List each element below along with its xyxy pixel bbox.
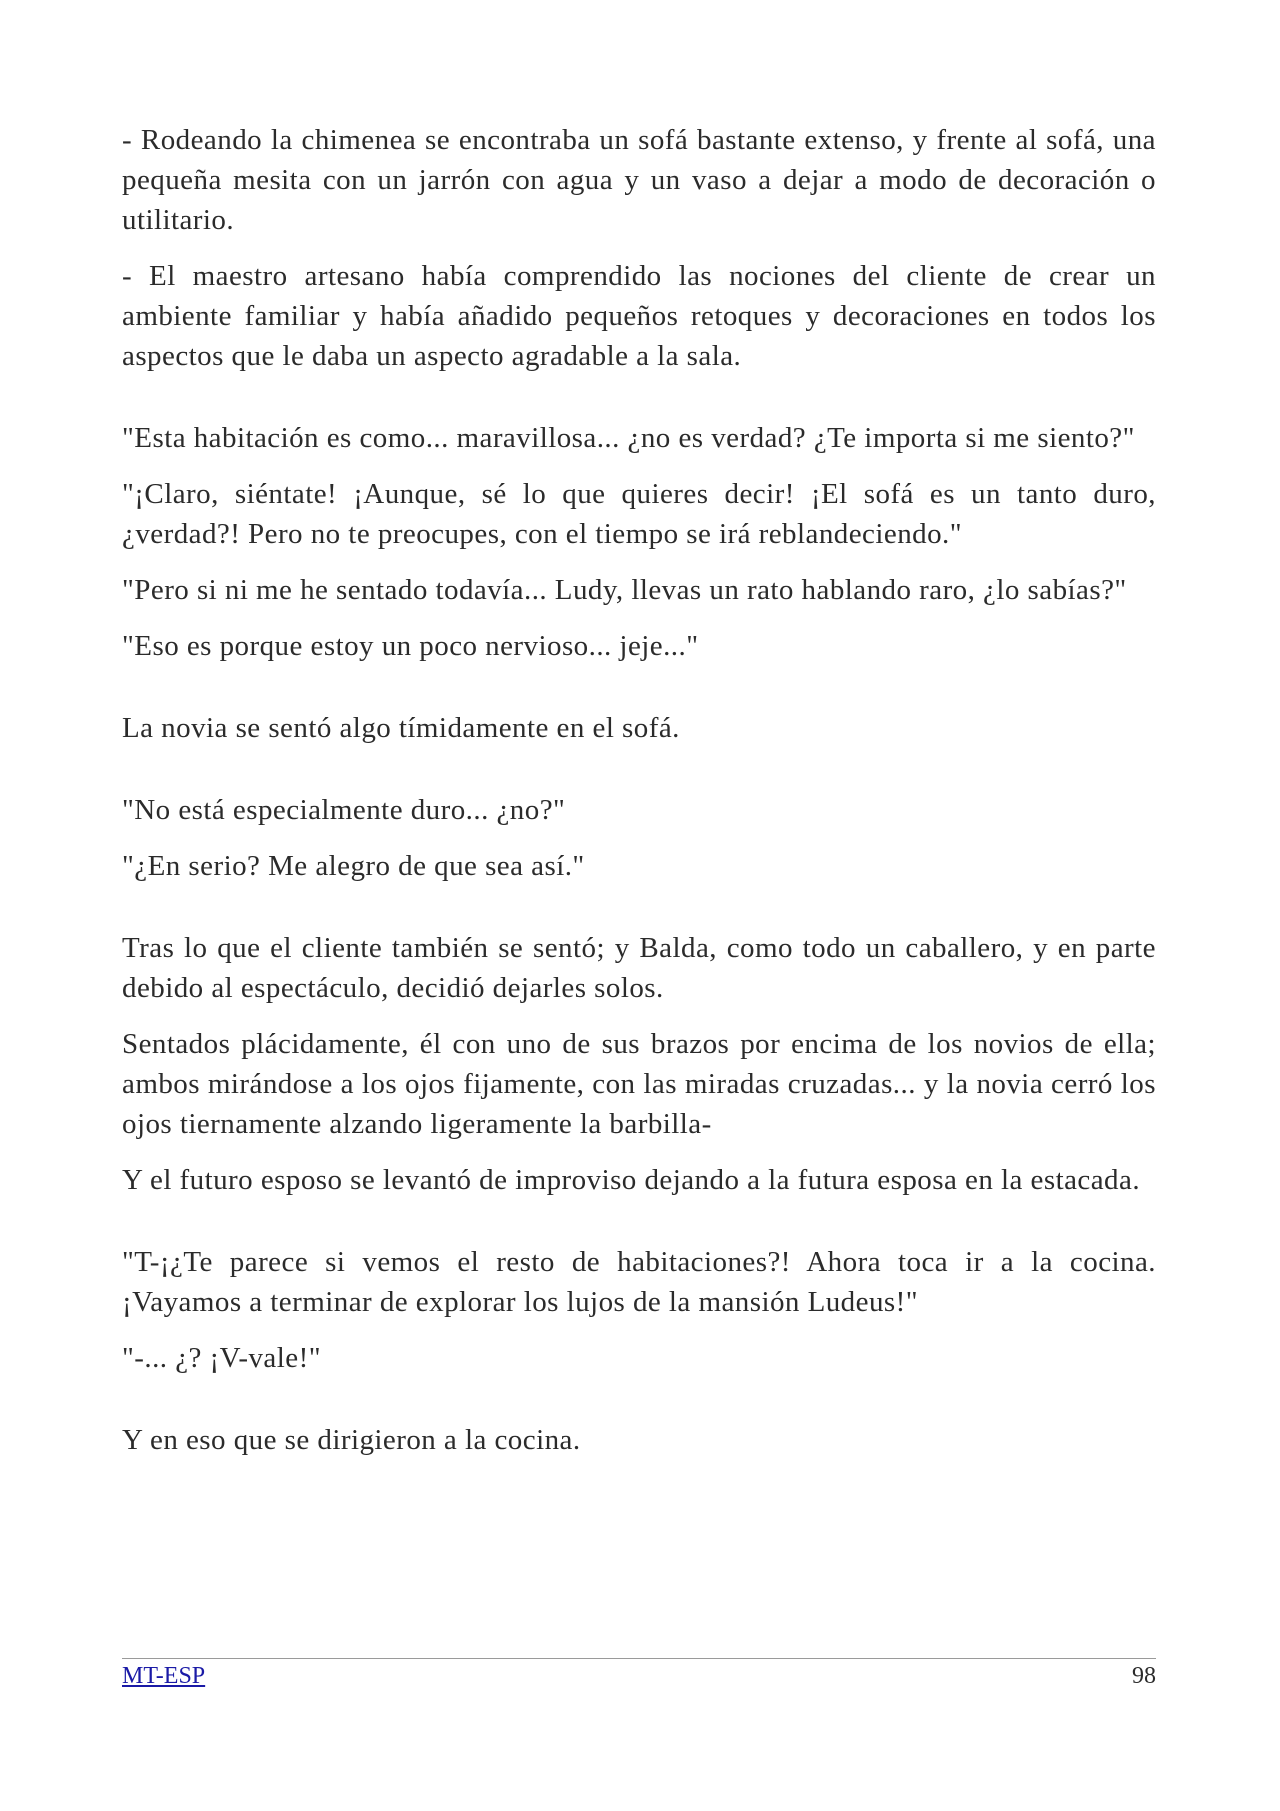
paragraph: "¿En serio? Me alegro de que sea así." (122, 850, 585, 882)
page-footer (122, 1658, 1156, 1690)
footer-link[interactable]: MT-ESP (122, 1663, 206, 1689)
paragraph: "¡Claro, siéntate! ¡Aunque, sé lo que quieres decir! ¡El sofá es un tanto duro, ¿verdad?! Pero no te preocupes, con el tiempo se irá reblandeciendo." (122, 478, 1156, 550)
paragraph: "-... ¿? ¡V-vale!" (122, 1342, 321, 1374)
paragraph: Y en eso que se dirigieron a la cocina. (122, 1424, 581, 1456)
paragraph: Tras lo que el cliente también se sentó; y Balda, como todo un caballero, y en parte debido al espectáculo, decidió dejarles solos. (122, 932, 1156, 1004)
paragraph: "Eso es porque estoy un poco nervioso... jeje..." (122, 630, 699, 662)
paragraph: "T-¡¿Te parece si vemos el resto de habitaciones?! Ahora toca ir a la cocina. ¡Vayamos a terminar de explorar los lujos de la mansión Ludeus!" (122, 1246, 1156, 1318)
paragraph: Sentados plácidamente, él con uno de sus brazos por encima de los novios de ella; ambos mirándose a los ojos fijamente, con las miradas cruzadas... y la novia cerró los ojos tiernamente alzando ligeramente la barbilla- (122, 1028, 1156, 1140)
paragraph: - Rodeando la chimenea se encontraba un sofá bastante extenso, y frente al sofá, una pequeña mesita con un jarrón con agua y un vaso a dejar a modo de decoración o utilitario. (122, 124, 1156, 236)
paragraph: "Pero si ni me he sentado todavía... Ludy, llevas un rato hablando raro, ¿lo sabías?" (122, 574, 1127, 606)
page-body (122, 120, 1156, 1476)
paragraph: - El maestro artesano había comprendido las nociones del cliente de crear un ambiente familiar y había añadido pequeños retoques y decoraciones en todos los aspectos que le daba un aspecto agradable a la sala. (122, 260, 1156, 372)
paragraph: La novia se sentó algo tímidamente en el sofá. (122, 712, 680, 744)
paragraph: "No está especialmente duro... ¿no?" (122, 794, 566, 826)
paragraph: Y el futuro esposo se levantó de improviso dejando a la futura esposa en la estacada. (122, 1164, 1141, 1196)
paragraph: "Esta habitación es como... maravillosa... ¿no es verdad? ¿Te importa si me siento?" (122, 422, 1135, 454)
page-number: 98 (1132, 1663, 1156, 1689)
